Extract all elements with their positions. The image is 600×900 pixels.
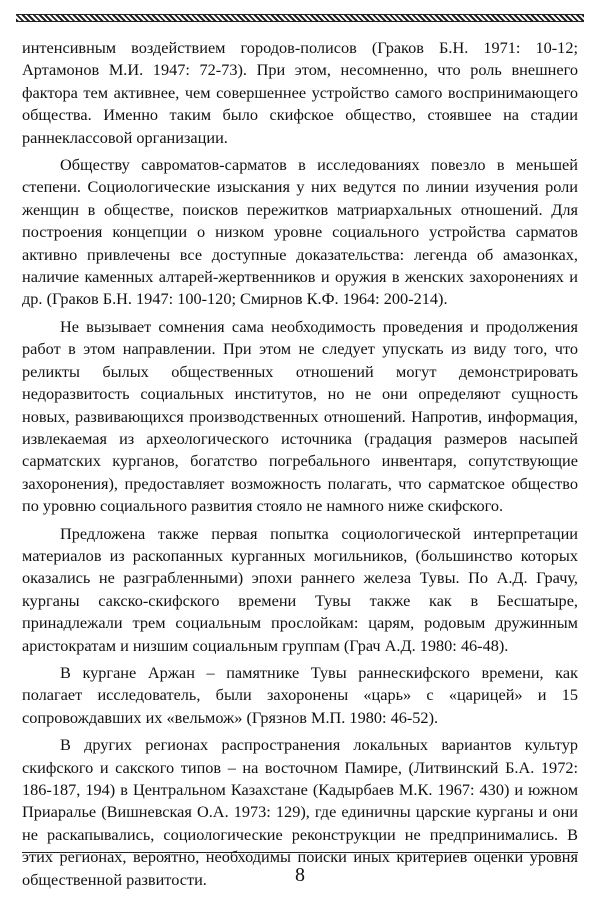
paragraph-research-need: Не вызывает сомнения сама необходимость проведения и продолжения работ в этом направлении. При этом не следует упускать из виду того, что реликты былых общественных отношений могут демонстрировать недоразвитость социальных институтов, но не они определяют сущность новых, развивающихся производственных отношений. Напротив, информация, извлекаемая из археологического источника (градация размеров насыпей сарматских курганов, богатство погребального инвентаря, сопутствующие захоронения), предоставляет возможность полагать, что сарматское общество по уровню социального развития стояло не намного ниже скифского. xyxy=(22,316,578,516)
header-ornament xyxy=(16,14,584,22)
paragraph-arzhan: В кургане Аржан – памятнике Тувы раннескифского времени, как полагает исследователь, были захоронены «царь» с «царицей» и 15 сопровождавших их «вельмож» (Грязнов М.П. 1980: 46-52). xyxy=(22,662,578,727)
paragraph-sarmatians: Обществу савроматов-сарматов в исследованиях повезло в меньшей степени. Социологические изыскания у них ведутся по линии изучения роли женщин в обществе, поисков пережитков матриархальных отношений. Для построения концепции о низком уровне социального устройства сарматов активно привлечены все доступные доказательства: легенда об амазонках, наличие каменных алтарей-жертвенников и оружия в женских захоронениях и др. (Граков Б.Н. 1947: 100-120; Смирнов К.Ф. 1964: 200-214). xyxy=(22,155,578,309)
body-text xyxy=(22,37,578,896)
footer-rule xyxy=(22,852,578,853)
page-number: 8 xyxy=(295,864,305,886)
paragraph-tuva: Предложена также первая попытка социологической интерпретации материалов из раскопанных курганных могильников, (большинство которых оказались не разграбленными) эпохи раннего железа Тувы. По А.Д. Грачу, курганы сакско-скифского времени Тувы также как в Бесшатыре, принадлежали трем социальным прослойкам: царям, родовым дружинным аристократам и низшим социальным группам (Грач А.Д. 1980: 46-48). xyxy=(22,523,578,655)
paragraph-other-regions: В других регионах распространения локальных вариантов культур скифского и сакского типов – на восточном Памире, (Литвинский Б.А. 1972: 186-187, 194) в Центральном Казахстане (Кадырбаев М.К. 1967: 430) и южном Приаралье (Вишневская О.А. 1973: 129), где единичны царские курганы и они не раскапывались, социологические реконструкции не предпринимались. В этих регионах, вероятно, необходимы поиски иных критериев оценки уровня общественной развитости. xyxy=(22,735,578,889)
paragraph-continued: интенсивным воздействием городов-полисов (Граков Б.Н. 1971: 10-12; Артамонов М.И. 1947: 72-73). При этом, несомненно, что роль внешнего фактора тем активнее, чем совершеннее устройство самого воспринимающего общества. Именно таким было скифское общество, стоявшее на стадии раннеклассовой организации. xyxy=(22,38,578,147)
